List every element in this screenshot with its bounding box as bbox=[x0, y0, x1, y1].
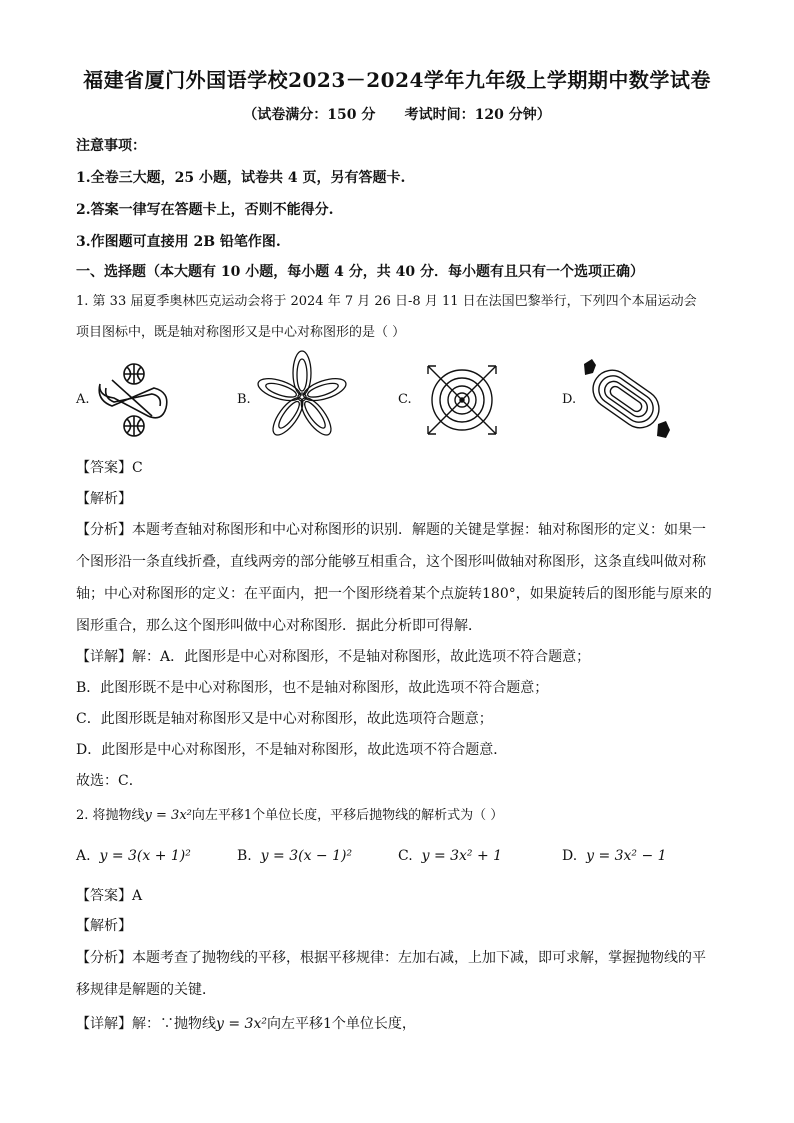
q2-answer: 【答案】A bbox=[76, 888, 143, 904]
archery-target-icon bbox=[416, 352, 508, 444]
q1-stem-line2: 项目图标中，既是轴对称图形又是中心对称图形的是（ ） bbox=[76, 325, 406, 340]
q2-option-b-formula: y = 3(x − 1)² bbox=[260, 848, 353, 864]
q1-analysis-line: 轴；中心对称图形的定义：在平面内，把一个图形绕着某个点旋转180°，如果旋转后的图形能与原来的 bbox=[76, 586, 712, 602]
option-d-label: D. bbox=[562, 392, 577, 407]
note-item-1: 1.全卷三大题，25 小题，试卷共 4 页，另有答题卡. bbox=[76, 170, 406, 186]
q2-stem bbox=[76, 806, 726, 826]
option-c-label: C. bbox=[398, 392, 412, 407]
q2-option-c bbox=[398, 848, 502, 864]
q2-detail-suffix: 向左平移1个单位长度， bbox=[266, 1016, 416, 1032]
q1-analysis-line: 图形重合，那么这个图形叫做中心对称图形．据此分析即可得解． bbox=[76, 618, 482, 634]
q1-detail-line: B．此图形既不是中心对称图形，也不是轴对称图形，故此选项不符合题意； bbox=[76, 680, 549, 696]
running-track-icon bbox=[578, 354, 674, 444]
q1-conclusion: 故选：C． bbox=[76, 773, 143, 789]
note-item-2: 2.答案一律写在答题卡上，否则不能得分. bbox=[76, 202, 334, 218]
flower-icon bbox=[255, 350, 349, 444]
q2-detail bbox=[76, 1014, 726, 1034]
page-title: 福建省厦门外国语学校2023－2024学年九年级上学期期中数学试卷 bbox=[83, 68, 711, 92]
q1-analysis-heading: 【解析】 bbox=[76, 491, 132, 507]
q2-option-a-label: A. bbox=[76, 848, 91, 864]
q2-stem-formula: y = 3x² bbox=[144, 808, 192, 823]
option-a-label: A. bbox=[76, 392, 90, 407]
q1-answer: 【答案】C bbox=[76, 460, 143, 476]
q1-analysis-line: 【分析】本题考查轴对称图形和中心对称图形的识别．解题的关键是掌握：轴对称图形的定义：如果一 bbox=[76, 522, 706, 538]
q2-option-a bbox=[76, 848, 191, 864]
q2-stem-suffix: 向左平移1个单位长度，平移后抛物线的解析式为（ ） bbox=[191, 808, 504, 823]
q2-analysis-line: 移规律是解题的关键． bbox=[76, 982, 216, 998]
q1-detail-line: 【详解】解：A．此图形是中心对称图形，不是轴对称图形，故此选项不符合题意； bbox=[76, 649, 591, 665]
q1-analysis-line: 个图形沿一条直线折叠，直线两旁的部分能够互相重合，这个图形叫做轴对称图形，这条直线叫做对称 bbox=[76, 554, 706, 570]
q2-option-c-label: C. bbox=[398, 848, 413, 864]
section-heading: 一、选择题（本大题有 10 小题，每小题 4 分，共 40 分．每小题有且只有一个选项正确） bbox=[76, 264, 644, 280]
q2-analysis-line: 【分析】本题考查了抛物线的平移，根据平移规律：左加右减，上加下减，即可求解，掌握抛物线的平 bbox=[76, 950, 706, 966]
q2-option-c-formula: y = 3x² + 1 bbox=[421, 848, 503, 864]
q2-option-a-formula: y = 3(x + 1)² bbox=[99, 848, 191, 864]
q2-option-d-formula: y = 3x² − 1 bbox=[586, 848, 667, 864]
q2-option-b-label: B. bbox=[237, 848, 252, 864]
note-item-3: 3.作图题可直接用 2B 铅笔作图. bbox=[76, 234, 281, 250]
notes-heading: 注意事项： bbox=[76, 138, 146, 154]
q2-stem-prefix: 2. 将抛物线 bbox=[76, 808, 145, 823]
q2-option-d-label: D. bbox=[562, 848, 578, 864]
q1-detail-line: C．此图形既是轴对称图形又是中心对称图形，故此选项符合题意； bbox=[76, 711, 493, 727]
q2-analysis-heading: 【解析】 bbox=[76, 918, 132, 934]
q2-detail-formula: y = 3x² bbox=[216, 1016, 267, 1032]
q1-detail-line: D．此图形是中心对称图形，不是轴对称图形，故此选项不符合题意． bbox=[76, 742, 508, 758]
q2-detail-prefix: 【详解】解：∵抛物线 bbox=[76, 1016, 216, 1032]
exam-info: （试卷满分：150 分 考试时间：120 分钟） bbox=[243, 107, 551, 123]
q2-option-d bbox=[562, 848, 667, 864]
q2-option-b bbox=[237, 848, 352, 864]
q1-stem-line1: 1. 第 33 届夏季奥林匹克运动会将于 2024 年 7 月 26 日-8 月 11 日在法国巴黎举行，下列四个本届运动会 bbox=[76, 294, 697, 309]
option-b-label: B. bbox=[237, 392, 251, 407]
basketball-icon bbox=[92, 358, 174, 440]
